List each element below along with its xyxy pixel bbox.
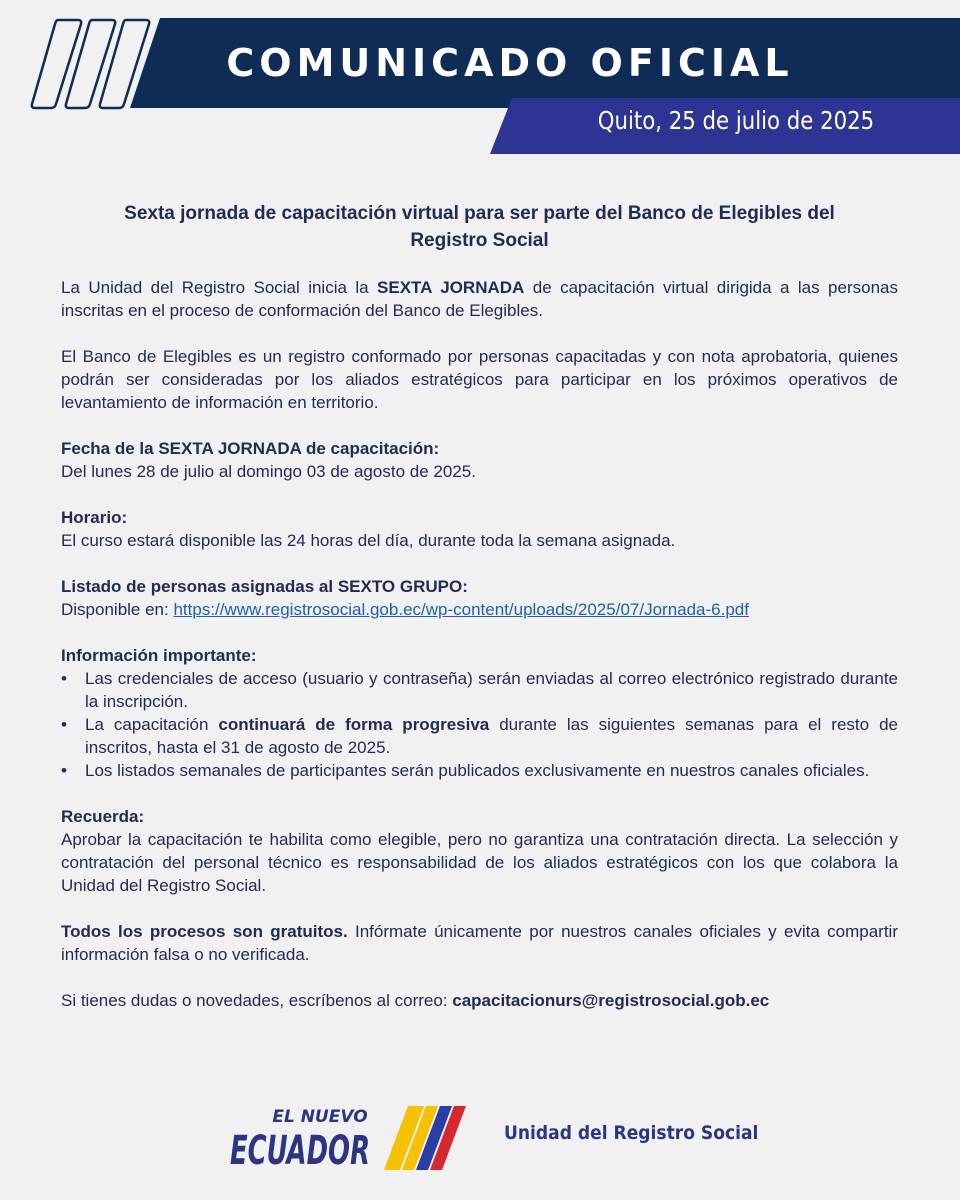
listado-link[interactable]: https://www.registrosocial.gob.ec/wp-content/uploads/2025/07/Jornada-6.pdf [173,600,749,619]
info-list [61,667,898,782]
fecha-text: Del lunes 28 de julio al domingo 03 de agosto de 2025. [61,462,476,481]
item2-text-end: durante las siguientes semanas para el resto de inscritos, hasta el 31 de agosto de 2025. [85,715,898,757]
recuerda-section [61,805,898,897]
info-label: Información importante: [61,646,257,665]
gratuitos-highlight: Todos los procesos son gratuitos. [61,922,348,941]
listado-label: Listado de personas asignadas al SEXTO GRUPO: [61,577,468,596]
footer [228,1098,759,1178]
list-item: • Los listados semanales de participantes serán publicados exclusivamente en nuestros canales oficiales. [61,759,898,782]
banco-paragraph: El Banco de Elegibles es un registro conformado por personas capacitadas y con nota aprobatoria, quienes podrán ser consideradas por los aliados estratégicos para participar en los próximos operativos de levantamiento de información en territorio. [61,347,898,412]
intro-text-end: de capacitación virtual dirigida a las personas inscritas en el proceso de conformación del Banco de Elegibles. [61,278,898,320]
info-section [61,644,898,782]
header-title: COMUNICADO OFICIAL [226,41,794,85]
intro-highlight: SEXTA JORNADA [377,278,525,297]
document-title: Sexta jornada de capacitación virtual para ser parte del Banco de Elegibles del Registro Social [124,203,835,251]
header-date: Quito, 25 de julio de 2025 [597,106,874,135]
horario-section [61,506,898,552]
horario-text: El curso estará disponible las 24 horas del día, durante toda la semana asignada. [61,531,676,550]
list-item [61,713,898,759]
contact-email[interactable]: capacitacionurs@registrosocial.gob.ec [452,991,770,1010]
horario-label: Horario: [61,508,128,527]
fecha-section [61,437,898,483]
recuerda-label: Recuerda: [61,807,145,826]
item2-highlight: continuará de forma progresiva [218,715,490,734]
intro-text-start: La Unidad del Registro Social inicia la [61,278,378,297]
header-slash-decoration [32,20,149,108]
flag-stripes-icon [384,1106,466,1170]
footer-unit-name: Unidad del Registro Social [504,1122,759,1144]
listado-prefix: Disponible en: [61,600,174,619]
gratuitos-paragraph [61,920,898,966]
item2-text-start: La capacitación [85,715,219,734]
listado-section [61,575,898,621]
recuerda-text: Aprobar la capacitación te habilita como elegible, pero no garantiza una contratación directa. La selección y contratación del personal técnico es responsabilidad de los aliados estratégicos con los que colabora la Unidad del Registro Social. [61,830,898,895]
list-item: • Las credenciales de acceso (usuario y contraseña) serán enviadas al correo electrónico registrado durante la inscripción. [61,667,898,713]
contacto-paragraph [61,989,898,1012]
logo-line1: EL NUEVO [272,1107,368,1127]
intro-paragraph [61,276,898,322]
logo-line2: ECUADOR [230,1128,370,1174]
el-nuevo-ecuador-logo [228,1098,488,1178]
gratuitos-text: Infórmate únicamente por nuestros canales oficiales y evita compartir información falsa o no verificada. [61,922,898,964]
document-body [61,200,898,1035]
fecha-label: Fecha de la SEXTA JORNADA de capacitación: [61,439,440,458]
contacto-prefix: Si tienes dudas o novedades, escríbenos al correo: [61,991,453,1010]
